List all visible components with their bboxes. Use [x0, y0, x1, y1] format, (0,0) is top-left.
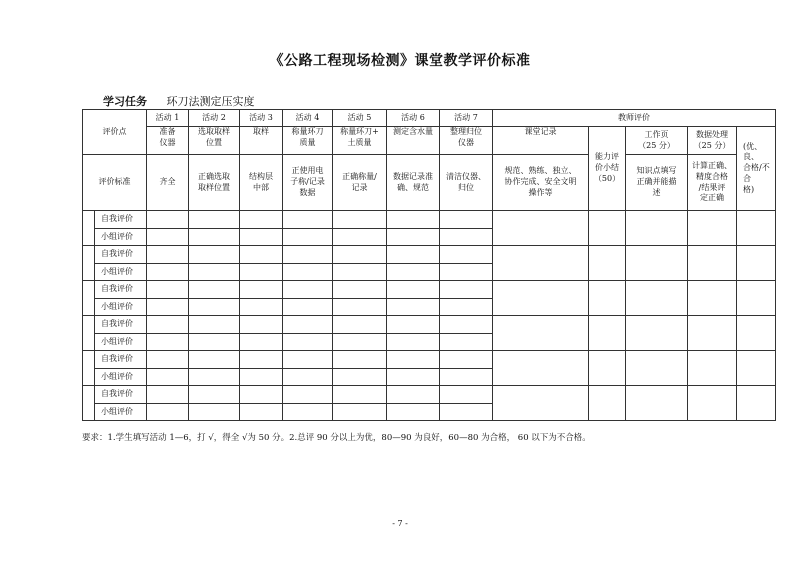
activity-check-cell[interactable] — [189, 264, 240, 281]
activity-check-cell[interactable] — [283, 351, 333, 369]
teacher-eval-cell[interactable] — [493, 246, 589, 281]
teacher-eval-cell[interactable] — [493, 386, 589, 421]
activity-check-cell[interactable] — [147, 386, 189, 404]
activity-check-cell[interactable] — [283, 264, 333, 281]
activity-check-cell[interactable] — [387, 229, 440, 246]
activity-6-name: 活动 6 — [387, 110, 440, 127]
self-eval-label: 自我评价 — [95, 211, 147, 229]
group-eval-label: 小组评价 — [95, 264, 147, 281]
activity-check-cell[interactable] — [333, 281, 387, 299]
activity-check-cell[interactable] — [333, 211, 387, 229]
teacher-eval-cell[interactable] — [589, 281, 626, 316]
teacher-eval-cell[interactable] — [493, 211, 589, 246]
activity-5-point: 称量环刀+ 土质量 — [333, 127, 387, 155]
header-row — [83, 110, 776, 127]
activity-check-cell[interactable] — [387, 386, 440, 404]
teacher-eval-cell[interactable] — [737, 351, 776, 386]
activity-check-cell[interactable] — [283, 404, 333, 421]
activity-check-cell[interactable] — [387, 246, 440, 264]
activity-1-name: 活动 1 — [147, 110, 189, 127]
activity-4-name: 活动 4 — [283, 110, 333, 127]
self-eval-label: 自我评价 — [95, 281, 147, 299]
activity-check-cell[interactable] — [189, 281, 240, 299]
activity-check-cell[interactable] — [189, 369, 240, 386]
teacher-eval-cell[interactable] — [626, 386, 688, 421]
teacher-eval-cell[interactable] — [626, 246, 688, 281]
eval-row — [83, 386, 776, 404]
activity-check-cell[interactable] — [333, 334, 387, 351]
activity-check-cell[interactable] — [333, 246, 387, 264]
activity-check-cell[interactable] — [387, 351, 440, 369]
activity-6-standard: 数据记录准 确、规范 — [387, 155, 440, 211]
teacher-eval-cell[interactable] — [688, 281, 737, 316]
activity-check-cell[interactable] — [283, 281, 333, 299]
activity-check-cell[interactable] — [147, 281, 189, 299]
group-eval-label: 小组评价 — [95, 334, 147, 351]
activity-check-cell[interactable] — [240, 211, 283, 229]
activity-check-cell[interactable] — [333, 229, 387, 246]
activity-check-cell[interactable] — [440, 316, 493, 334]
teacher-eval-cell[interactable] — [626, 281, 688, 316]
activity-check-cell[interactable] — [147, 246, 189, 264]
eval-row — [83, 316, 776, 334]
teacher-eval-cell[interactable] — [626, 316, 688, 351]
teacher-eval-cell[interactable] — [493, 316, 589, 351]
teacher-eval-cell[interactable] — [589, 351, 626, 386]
group-eval-label: 小组评价 — [95, 369, 147, 386]
activity-check-cell[interactable] — [147, 299, 189, 316]
activity-check-cell[interactable] — [240, 386, 283, 404]
activity-3-point: 取样 — [240, 127, 283, 155]
page-number: - 7 - — [392, 519, 408, 528]
standard-row — [83, 155, 776, 211]
activity-check-cell[interactable] — [283, 211, 333, 229]
activity-4-standard: 正使用电 子称/记录 数据 — [283, 155, 333, 211]
self-eval-label: 自我评价 — [95, 316, 147, 334]
activity-7-point: 整理归位 仪器 — [440, 127, 493, 155]
teacher-eval-cell[interactable] — [589, 386, 626, 421]
data-processing-label: 数据处理 （25 分） — [688, 127, 737, 155]
activity-7-name: 活动 7 — [440, 110, 493, 127]
activity-6-point: 测定含水量 — [387, 127, 440, 155]
evaluation-table — [82, 109, 776, 421]
activity-check-cell[interactable] — [283, 299, 333, 316]
eval-point-label: 评价点 — [83, 110, 147, 155]
teacher-eval-cell[interactable] — [688, 386, 737, 421]
task-name: 环刀法测定压实度 — [166, 95, 255, 108]
activity-check-cell[interactable] — [387, 334, 440, 351]
activity-check-cell[interactable] — [333, 316, 387, 334]
student-cell[interactable] — [83, 386, 95, 421]
activity-check-cell[interactable] — [387, 264, 440, 281]
activity-check-cell[interactable] — [283, 316, 333, 334]
activity-check-cell[interactable] — [440, 264, 493, 281]
self-eval-label: 自我评价 — [95, 351, 147, 369]
activity-check-cell[interactable] — [240, 369, 283, 386]
document-title: 《公路工程现场检测》课堂教学评价标准 — [269, 53, 531, 69]
teacher-eval-cell[interactable] — [626, 211, 688, 246]
activity-check-cell[interactable] — [283, 369, 333, 386]
teacher-eval-cell[interactable] — [589, 316, 626, 351]
activity-2-name: 活动 2 — [189, 110, 240, 127]
eval-row — [83, 246, 776, 264]
teacher-eval-cell[interactable] — [589, 211, 626, 246]
activity-check-cell[interactable] — [440, 246, 493, 264]
activity-check-cell[interactable] — [240, 334, 283, 351]
teacher-eval-cell[interactable] — [737, 281, 776, 316]
activity-check-cell[interactable] — [147, 334, 189, 351]
teacher-eval-cell[interactable] — [688, 211, 737, 246]
activity-check-cell[interactable] — [283, 229, 333, 246]
activity-check-cell[interactable] — [147, 351, 189, 369]
activity-5-standard: 正确称量/ 记录 — [333, 155, 387, 211]
activity-7-standard: 清洁仪器、 归位 — [440, 155, 493, 211]
activity-1-point: 准备 仪器 — [147, 127, 189, 155]
activity-check-cell[interactable] — [387, 316, 440, 334]
data-processing-standard: 计算正确、 精度合格 /结果评 定正确 — [688, 155, 737, 211]
activity-check-cell[interactable] — [387, 211, 440, 229]
activity-check-cell[interactable] — [387, 369, 440, 386]
activity-check-cell[interactable] — [440, 386, 493, 404]
activity-check-cell[interactable] — [440, 229, 493, 246]
activity-check-cell[interactable] — [240, 404, 283, 421]
activity-2-standard: 正确选取 取样位置 — [189, 155, 240, 211]
activity-check-cell[interactable] — [387, 404, 440, 421]
worksheet-label: 工作页 （25 分） — [626, 127, 688, 155]
activity-check-cell[interactable] — [147, 369, 189, 386]
activity-check-cell[interactable] — [147, 229, 189, 246]
activity-check-cell[interactable] — [240, 299, 283, 316]
activity-check-cell[interactable] — [283, 334, 333, 351]
activity-check-cell[interactable] — [440, 369, 493, 386]
eval-row — [83, 211, 776, 229]
activity-check-cell[interactable] — [189, 246, 240, 264]
teacher-eval-cell[interactable] — [688, 351, 737, 386]
teacher-eval-cell[interactable] — [737, 246, 776, 281]
eval-row — [83, 351, 776, 369]
task-label: 学习任务 — [103, 95, 147, 108]
activity-check-cell[interactable] — [387, 281, 440, 299]
activity-check-cell[interactable] — [333, 351, 387, 369]
group-eval-label: 小组评价 — [95, 299, 147, 316]
activity-check-cell[interactable] — [333, 404, 387, 421]
activity-check-cell[interactable] — [189, 334, 240, 351]
student-cell[interactable] — [83, 281, 95, 316]
requirements-note: 要求：1.学生填写活动 1—6，打 √，得全 √为 50 分。2.总评 90 分以上为优，80—90 为良好，60—80 为合格， 60 以下为不合格。 — [82, 433, 591, 443]
teacher-eval-cell[interactable] — [626, 351, 688, 386]
student-cell[interactable] — [83, 316, 95, 351]
activity-check-cell[interactable] — [240, 264, 283, 281]
teacher-eval-cell[interactable] — [493, 351, 589, 386]
activity-check-cell[interactable] — [240, 351, 283, 369]
activity-check-cell[interactable] — [147, 264, 189, 281]
activity-check-cell[interactable] — [440, 211, 493, 229]
teacher-eval-header: 教师评价 — [493, 110, 776, 127]
activity-check-cell[interactable] — [189, 299, 240, 316]
self-eval-label: 自我评价 — [95, 246, 147, 264]
record-label: 课堂记录 — [493, 127, 589, 155]
activity-check-cell[interactable] — [189, 229, 240, 246]
activity-check-cell[interactable] — [147, 316, 189, 334]
student-cell[interactable] — [83, 351, 95, 386]
ability-summary-label: 能力评 价小结 （50） — [589, 127, 626, 211]
teacher-eval-cell[interactable] — [589, 246, 626, 281]
activity-check-cell[interactable] — [440, 281, 493, 299]
activity-check-cell[interactable] — [240, 316, 283, 334]
grade-options-label: (优、良、 合格/不合 格) — [737, 127, 776, 211]
activity-check-cell[interactable] — [283, 386, 333, 404]
activity-5-name: 活动 5 — [333, 110, 387, 127]
activity-check-cell[interactable] — [240, 281, 283, 299]
activity-check-cell[interactable] — [333, 386, 387, 404]
worksheet-standard: 知识点填写 正确并能描 述 — [626, 155, 688, 211]
activity-check-cell[interactable] — [189, 404, 240, 421]
activity-check-cell[interactable] — [147, 404, 189, 421]
teacher-eval-cell[interactable] — [737, 211, 776, 246]
teacher-eval-cell[interactable] — [737, 316, 776, 351]
group-eval-label: 小组评价 — [95, 229, 147, 246]
activity-check-cell[interactable] — [240, 246, 283, 264]
teacher-eval-cell[interactable] — [688, 246, 737, 281]
activity-check-cell[interactable] — [240, 229, 283, 246]
activity-check-cell[interactable] — [333, 369, 387, 386]
activity-check-cell[interactable] — [387, 299, 440, 316]
activity-check-cell[interactable] — [189, 351, 240, 369]
teacher-eval-cell[interactable] — [493, 281, 589, 316]
self-eval-label: 自我评价 — [95, 386, 147, 404]
group-eval-label: 小组评价 — [95, 404, 147, 421]
activity-check-cell[interactable] — [440, 404, 493, 421]
activity-check-cell[interactable] — [283, 246, 333, 264]
activity-check-cell[interactable] — [440, 299, 493, 316]
activity-3-standard: 结构层 中部 — [240, 155, 283, 211]
student-cell[interactable] — [83, 246, 95, 281]
activity-check-cell[interactable] — [189, 386, 240, 404]
student-cell[interactable] — [83, 211, 95, 246]
teacher-eval-cell[interactable] — [737, 386, 776, 421]
activity-1-standard: 齐全 — [147, 155, 189, 211]
task-line — [103, 93, 255, 109]
activity-check-cell[interactable] — [440, 351, 493, 369]
point-row — [83, 127, 776, 155]
activity-2-point: 选取取样 位置 — [189, 127, 240, 155]
activity-3-name: 活动 3 — [240, 110, 283, 127]
eval-row — [83, 281, 776, 299]
activity-4-point: 称量环刀 质量 — [283, 127, 333, 155]
activity-check-cell[interactable] — [333, 299, 387, 316]
teacher-eval-cell[interactable] — [688, 316, 737, 351]
activity-check-cell[interactable] — [440, 334, 493, 351]
activity-check-cell[interactable] — [333, 264, 387, 281]
record-standard: 规范、熟练、独立、 协作完成、安全文明 操作等 — [493, 155, 589, 211]
activity-check-cell[interactable] — [189, 211, 240, 229]
activity-check-cell[interactable] — [189, 316, 240, 334]
activity-check-cell[interactable] — [147, 211, 189, 229]
eval-standard-label: 评价标准 — [83, 155, 147, 211]
